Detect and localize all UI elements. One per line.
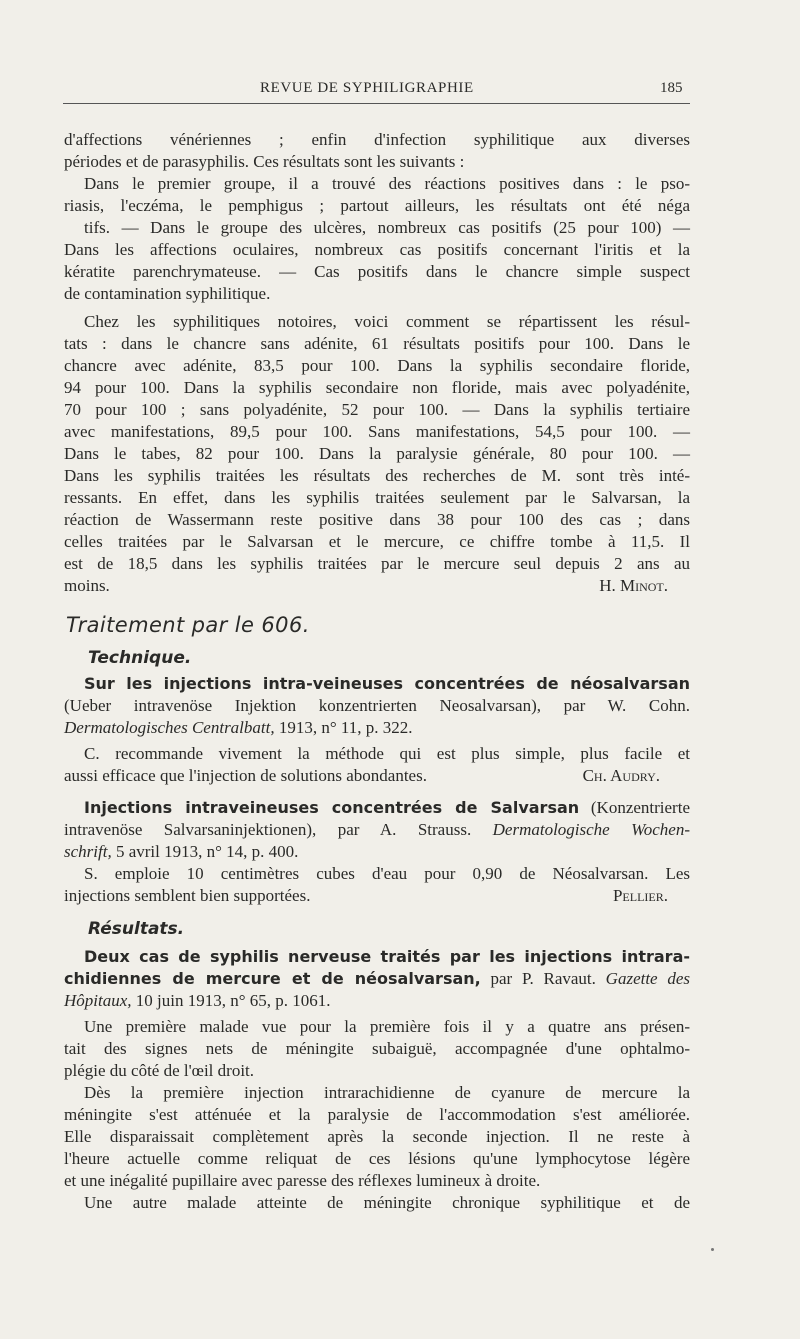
text-line: périodes et de parasyphilis. Ces résultats sont les suivants :: [64, 152, 465, 171]
journal-name: Gazette des: [605, 969, 691, 988]
text-line: est de 18,5 dans les syphilis traitées par le mercure seul depuis 2 ans au: [64, 554, 690, 573]
text-line: Dans le tabes, 82 pour 100. Dans la paralysie générale, 80 pour 100. —: [64, 444, 690, 463]
text-line: et une inégalité pupillaire avec paresse des réflexes lumineux à droite.: [64, 1171, 541, 1190]
article-title-rest: (Ueber intravenöse Injektion konzentrierten Neosalvarsan), par W. Cohn.: [64, 696, 690, 715]
section-title: Traitement par le 606.: [66, 613, 310, 637]
citation: 5 avril 1913, n° 14, p. 400.: [115, 842, 299, 861]
author-signature: Pellier.: [612, 886, 668, 905]
text-line: 94 pour 100. Dans la syphilis secondaire non floride, mais avec polyadénite,: [64, 378, 690, 397]
article-citation-line: [64, 841, 690, 863]
article-title-rest: intravenöse Salvarsaninjektionen), par A. Strauss.: [64, 820, 472, 839]
article-title-line: [64, 797, 690, 819]
article-title-paren: (Konzentrierte: [590, 798, 690, 817]
text-line: chancre avec adénite, 83,5 pour 100. Dans la syphilis secondaire floride,: [64, 356, 690, 375]
text-line: tifs. — Dans le groupe des ulcères, nombreux cas positifs (25 pour 100) —: [84, 218, 690, 237]
article-citation-line: [64, 990, 690, 1012]
text-line: C. recommande vivement la méthode qui est plus simple, plus facile et: [84, 744, 690, 763]
article-title-line: [64, 946, 690, 968]
text-line: celles traitées par le Salvarsan et le mercure, ce chiffre tombe à 11,5. Il: [64, 532, 690, 551]
text-line: [64, 765, 690, 787]
article-ravaut: [64, 946, 690, 1214]
journal-name: Dermatologisches Centralbatt,: [64, 718, 275, 737]
text-line: l'heure actuelle comme reliquat de ces lésions qu'une lymphocytose légère: [64, 1149, 690, 1168]
text-line: [64, 885, 690, 907]
text-line: tats : dans le chancre sans adénite, 61 résultats positifs pour 100. Dans le: [64, 334, 690, 353]
author-signature: Ch. Audry.: [582, 766, 660, 785]
running-title: REVUE DE SYPHILIGRAPHIE: [260, 80, 474, 96]
page-number: 185: [660, 80, 683, 96]
text-line: kératite parenchrymateuse. — Cas positifs dans le chancre simple suspect: [64, 262, 690, 281]
article-author: par P. Ravaut.: [490, 969, 596, 988]
journal-name-cont: schrift,: [64, 842, 112, 861]
header-rule: [63, 103, 690, 104]
intro-paragraph: [64, 129, 690, 305]
article-title: Deux cas de syphilis nerveuse traités par les injections intrara-: [84, 947, 690, 966]
article-title-cont: chidiennes de mercure et de néosalvarsan,: [64, 969, 481, 988]
text-line: 70 pour 100 ; sans polyadénite, 52 pour 100. — Dans la syphilis tertiaire: [64, 400, 690, 419]
article-cohn: [64, 673, 690, 787]
last-line-text: moins.: [64, 576, 110, 595]
text-line: Dans les affections oculaires, nombreux cas positifs concernant l'iritis et la: [64, 240, 690, 259]
text-line: méningite s'est atténuée et la paralysie de l'accommodation s'est améliorée.: [64, 1105, 690, 1124]
text-line: ressants. En effet, dans les syphilis traitées seulement par le Salvarsan, la: [64, 488, 690, 507]
text-line: réaction de Wassermann reste positive dans 38 pour 100 des cas ; dans: [64, 510, 690, 529]
paper-speck: [711, 1248, 714, 1251]
text-line: Dans le premier groupe, il a trouvé des réactions positives dans : le pso-: [84, 174, 690, 193]
article-title-line: [64, 673, 690, 695]
citation: 10 juin 1913, n° 65, p. 1061.: [135, 991, 331, 1010]
subsection-technique: Technique.: [88, 648, 192, 668]
text-line: d'affections vénériennes ; enfin d'infection syphilitique aux diverses: [64, 130, 690, 149]
text-line: Dans les syphilis traitées les résultats des recherches de M. sont très inté-: [64, 466, 690, 485]
author-signature: H. Minot.: [599, 576, 668, 595]
text-line: avec manifestations, 89,5 pour 100. Sans manifestations, 54,5 pour 100. —: [64, 422, 690, 441]
text-line: tait des signes nets de méningite subaiguë, accompagnée d'une ophtalmo-: [64, 1039, 690, 1058]
citation: 1913, n° 11, p. 322.: [278, 718, 413, 737]
text-line: Chez les syphilitiques notoires, voici comment se répartissent les résul-: [84, 312, 690, 331]
text-line: plégie du côté de l'œil droit.: [64, 1061, 255, 1080]
text-span: injections semblent bien supportées.: [64, 886, 311, 905]
article-title: Injections intraveineuses concentrées de Salvarsan: [84, 798, 580, 817]
text-line: S. emploie 10 centimètres cubes d'eau pour 0,90 de Néosalvarsan. Les: [84, 864, 690, 883]
article-title-line: [64, 695, 690, 717]
article-strauss: [64, 797, 690, 907]
article-title-line: [64, 968, 690, 990]
journal-name-cont: Hôpitaux,: [64, 991, 132, 1010]
text-line: Une autre malade atteinte de méningite chronique syphilitique et de: [84, 1193, 690, 1212]
text-line: Dès la première injection intrarachidienne de cyanure de mercure la: [84, 1083, 690, 1102]
subsection-results: Résultats.: [88, 919, 185, 939]
journal-name: Dermatologische Wochen-: [492, 820, 690, 839]
text-line: [64, 575, 690, 597]
article-citation-line: [64, 717, 690, 739]
text-line: de contamination syphilitique.: [64, 284, 271, 303]
text-line: Elle disparaissait complètement après la seconde injection. Il ne reste à: [64, 1127, 690, 1146]
article-title-line: [64, 819, 690, 841]
text-line: riasis, l'eczéma, le pemphigus ; partout ailleurs, les résultats ont été néga: [64, 196, 690, 215]
syphilitics-paragraph: [64, 311, 690, 597]
article-title: Sur les injections intra-veineuses concentrées de néosalvarsan: [84, 674, 690, 693]
text-span: aussi efficace que l'injection de solutions abondantes.: [64, 766, 427, 785]
text-line: Une première malade vue pour la première fois il y a quatre ans présen-: [84, 1017, 690, 1036]
